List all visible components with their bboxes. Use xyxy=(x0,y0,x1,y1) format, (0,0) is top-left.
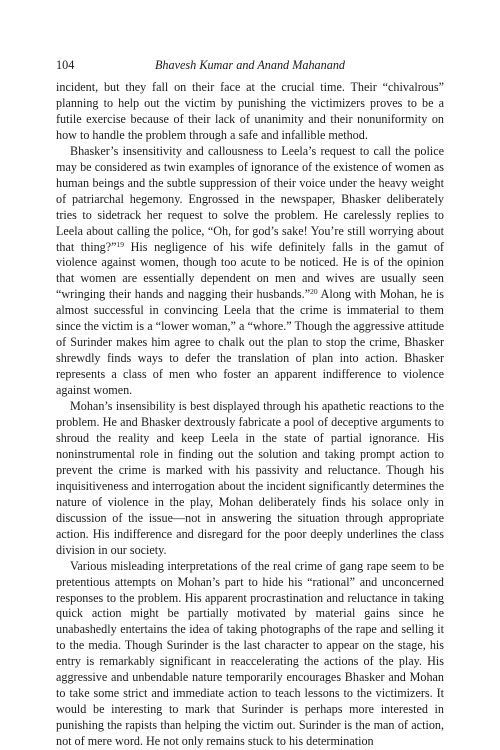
paragraph-text: Bhasker’s insensitivity and callousness to Leela’s request to call the police may be considered as twin examples of ignorance of the existence of women as human beings and the subtle suppression of their voice under the heavy weight of patriarchal hegemony. Engrossed in the newspaper, Bhasker deliberately tries to sidetrack her request to solve the problem. He carelessly replies to Leela about calling the police, “Oh, for god’s sake! You’re still worrying about that thing?” xyxy=(56,143,444,254)
running-head xyxy=(56,56,444,74)
footnote-marker: 19 xyxy=(116,239,125,249)
paragraph xyxy=(56,399,444,559)
running-title: Bhavesh Kumar and Anand Mahanand xyxy=(154,58,346,72)
footnote-marker: 20 xyxy=(310,287,318,297)
paragraph-text: incident, but they fall on their face at the crucial time. Their “chivalrous” planning to help out the victim by punishing the victimizers proves to be a futile exercise because of their lack of unanimity and their nonuniformity on how to handle the problem through a safe and infallible method. xyxy=(56,80,444,142)
paragraph-text: Along with Mohan, he is almost successful in convincing Leela that the crime is immaterial to them since the victim is a “lower woman,” a “whore.” Though the aggressive attitude of Surinder makes him agree to chalk out the plan to stop the crime, Bhasker shrewdly finds ways to defer the translation of plan into action. Bhasker represents a class of men who foster an apparent indifference to violence against women. xyxy=(56,287,444,398)
paragraph-text: His negligence of his wife definitely falls in the gamut of violence against women, though too acute to be noticed. He is of the opinion that women are essentially dependent on men and wives are usually seen “wringing their hands and nagging their husbands.” xyxy=(56,239,444,302)
page-number: 104 xyxy=(56,58,75,72)
paragraph-text: Various misleading interpretations of the real crime of gang rape seem to be pretentious attempts on Mohan’s part to hide his “rational” and unconcerned responses to the problem. His apparent procrastination and reluctance in taking quick action might be partially motivated by material gains since he unabashedly entertains the idea of taking photographs of the rape and selling it to the media. Though Surinder is the last character to appear on the stage, his entry is remarkably significant in reaccelerating the actions of the play. His aggressive and unbendable nature temporarily encourages Bhasker and Mohan to take some strict and immediate action to teach lessons to the victimizers. It would be interesting to mark that Surinder is perhaps more interested in punishing the rapists than helping the victim out. Surinder is the man of action, not of mere word. He not only remains stuck to his determination xyxy=(56,558,444,749)
body-text xyxy=(56,80,444,750)
paragraph xyxy=(56,144,444,399)
paragraph xyxy=(56,559,444,750)
paragraph xyxy=(56,80,444,144)
paragraph-text: Mohan’s insensibility is best displayed through his apathetic reactions to the problem. He and Bhasker dextrously fabricate a pool of deceptive arguments to shroud the reality and keep Leela in the state of partial ignorance. His noninstrumental role in finding out the solution and taking prompt action to prevent the crime is marked with his passivity and reluctance. Though his inquisitiveness and interrogation about the incident significantly determines the nature of violence in the play, Mohan deliberately finds his solace only in discussion of the issue—not in answering the situation through appropriate action. His indifference and disregard for the poor deeply underlines the class division in our society. xyxy=(56,399,444,557)
